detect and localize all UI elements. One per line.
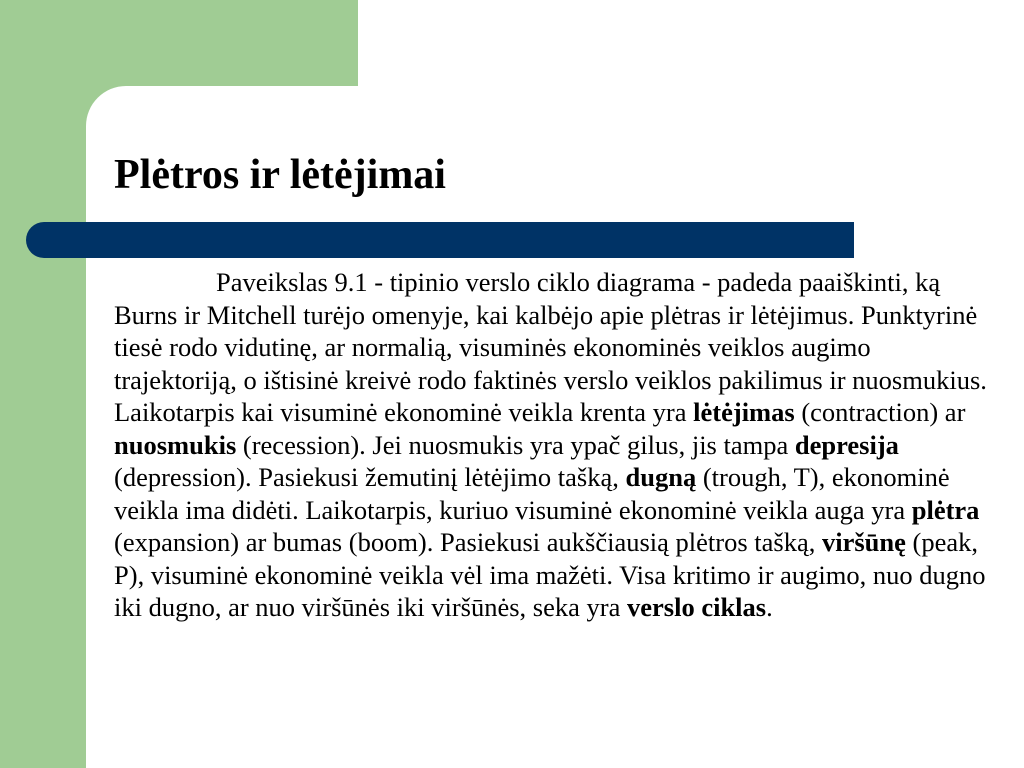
body-text-7: (peak, P), visuminė ekonominė veikla vėl ima mažėti. Visa kritimo ir augimo, nuo dugno iki dugno, ar nuo viršūnės iki viršūnės, seka yra: [114, 527, 986, 622]
body-text-1: Paveikslas 9.1 - tipinio verslo ciklo diagrama - padeda paaiškinti, ką Burns ir Mitchell turėjo omenyje, kai kalbėjo apie plėtras ir lėtėjimus. Punktyrinė tiesė rodo vidutinę, ar normalią, visuminės ekonominės veiklos augimo trajektoriją, o ištisinė kreivė rodo faktinės verslo veiklos pakilimus ir nuosmukius. Laikotarpis kai visuminė ekonominė veikla krenta yra: [114, 267, 987, 427]
term-recession: nuosmukis: [114, 429, 237, 460]
term-expansion: plėtra: [911, 494, 980, 525]
term-contraction: lėtėjimas: [693, 397, 795, 427]
term-depression: depresija: [794, 429, 899, 460]
body-text-2: (contraction) ar: [794, 397, 966, 427]
term-peak: viršūnę: [821, 527, 906, 557]
body-text-5: (trough, T), ekonominė veikla ima didėti. Laikotarpis, kuriuo visuminė ekonominė veikla auga yra: [114, 462, 950, 525]
slide-body-text: [114, 266, 994, 624]
body-text-8: .: [766, 592, 773, 622]
term-business-cycle: verslo ciklas: [627, 592, 767, 622]
body-text-4: (depression). Pasiekusi žemutinį lėtėjimo tašką,: [114, 462, 626, 492]
term-trough: dugną: [625, 462, 697, 492]
body-text-6: (expansion) ar bumas (boom). Pasiekusi aukščiausią plėtros tašką,: [114, 527, 822, 557]
slide-title: Plėtros ir lėtėjimai: [114, 152, 446, 198]
title-underline-bar: [26, 222, 854, 258]
body-text-3: (recession). Jei nuosmukis yra ypač gilus, jis tampa: [236, 429, 795, 460]
